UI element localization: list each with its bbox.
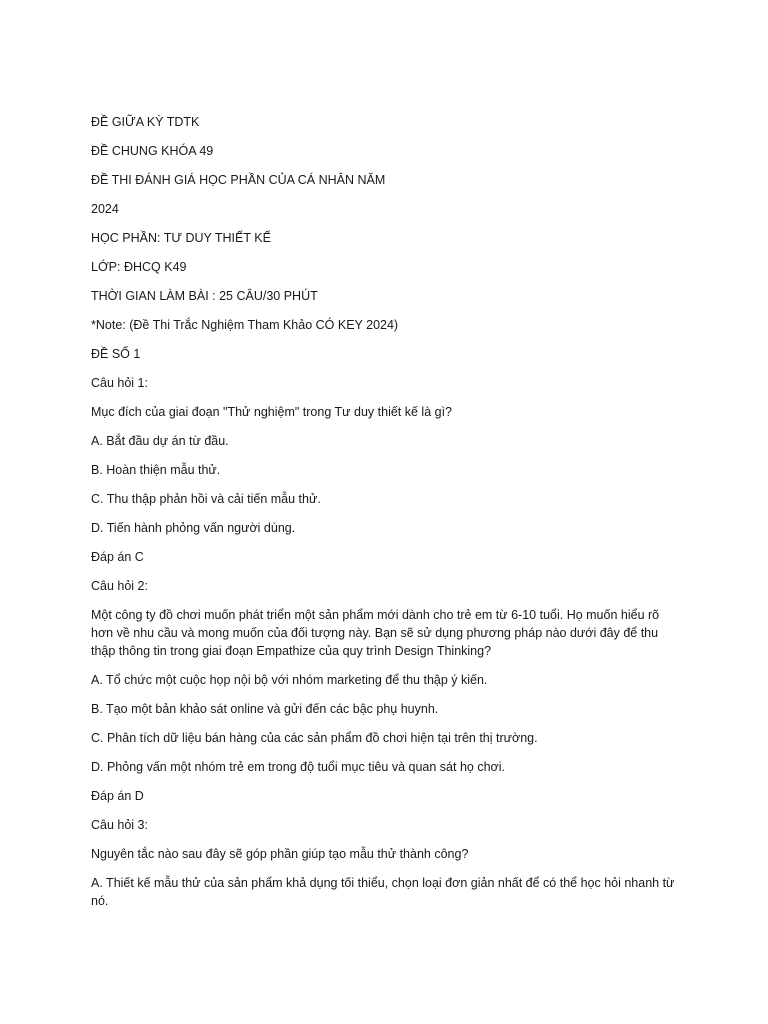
exam-title: ĐỀ GIỮA KỲ TDTK [91, 115, 200, 129]
question-1-option-a: A. Bắt đầu dự án từ đầu. [91, 434, 229, 448]
question-2-option-a: A. Tổ chức một cuộc họp nội bộ với nhóm marketing để thu thập ý kiến. [91, 673, 488, 687]
class-name: LỚP: ĐHCQ K49 [91, 260, 187, 274]
question-2-text: Một công ty đồ chơi muốn phát triển một sản phẩm mới dành cho trẻ em từ 6-10 tuổi. Họ muốn hiểu rõ hơn về nhu cầu và mong muốn của đối tượng này. Bạn sẽ sử dụng phương pháp nào dưới đây để thu thập thông tin trong giai đoạn Empathize của quy trình Design Thinking? [91, 608, 660, 658]
exam-duration: THỜI GIAN LÀM BÀI : 25 CÂU/30 PHÚT [91, 289, 318, 303]
question-2-option-d: D. Phỏng vấn một nhóm trẻ em trong độ tuổi mục tiêu và quan sát họ chơi. [91, 760, 505, 774]
question-1-heading: Câu hỏi 1: [91, 376, 148, 390]
question-1-option-c: C. Thu thập phản hồi và cải tiến mẫu thử. [91, 492, 321, 506]
question-2-answer: Đáp án D [91, 789, 144, 803]
exam-number: ĐỀ SỐ 1 [91, 347, 141, 361]
exam-note: *Note: (Đề Thi Trắc Nghiệm Tham Khảo CÓ KEY 2024) [91, 318, 399, 332]
question-2-option-b: B. Tạo một bản khảo sát online và gửi đến các bậc phụ huynh. [91, 702, 439, 716]
question-2-heading: Câu hỏi 2: [91, 579, 148, 593]
exam-heading: ĐỀ THI ĐÁNH GIÁ HỌC PHẦN CỦA CÁ NHÂN NĂM [91, 173, 386, 187]
document-body [91, 113, 677, 921]
question-1-option-b: B. Hoàn thiện mẫu thử. [91, 463, 221, 477]
question-1-option-d: D. Tiến hành phỏng vấn người dùng. [91, 521, 296, 535]
course-name: HỌC PHẦN: TƯ DUY THIẾT KẾ [91, 231, 271, 245]
question-3-heading: Câu hỏi 3: [91, 818, 148, 832]
exam-year: 2024 [91, 202, 119, 216]
question-3-text: Nguyên tắc nào sau đây sẽ góp phần giúp tạo mẫu thử thành công? [91, 847, 469, 861]
question-2-option-c: C. Phân tích dữ liệu bán hàng của các sản phẩm đồ chơi hiện tại trên thị trường. [91, 731, 538, 745]
question-1-answer: Đáp án C [91, 550, 144, 564]
question-3-option-a: A. Thiết kế mẫu thử của sản phẩm khả dụng tối thiểu, chọn loại đơn giản nhất để có thể học hỏi nhanh từ nó. [91, 876, 675, 908]
exam-course-cohort: ĐỀ CHUNG KHÓA 49 [91, 144, 214, 158]
question-1-text: Mục đích của giai đoạn "Thử nghiệm" trong Tư duy thiết kế là gì? [91, 405, 452, 419]
